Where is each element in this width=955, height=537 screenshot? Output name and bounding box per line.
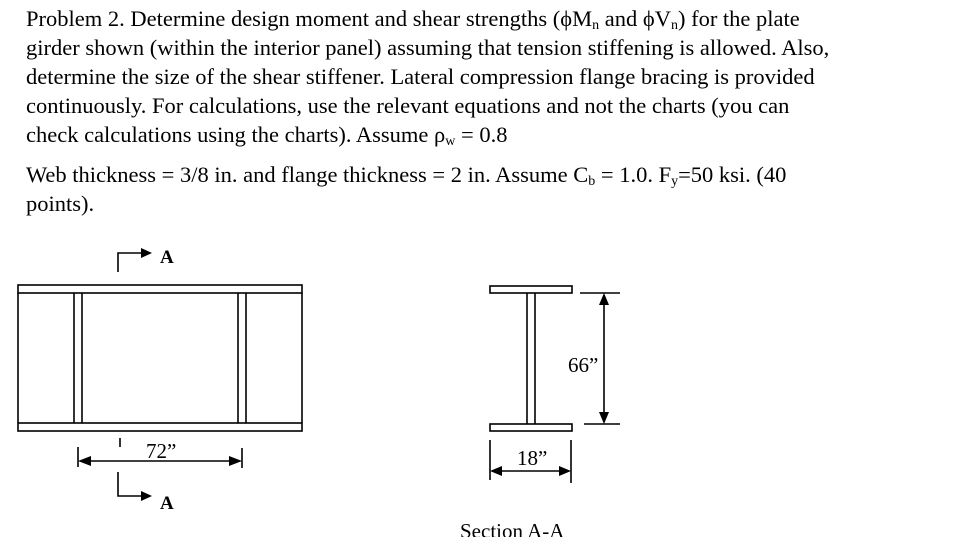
text-run: points). — [26, 191, 95, 216]
text-run: Problem 2. Determine design moment and shear strengths (ϕM — [26, 6, 593, 31]
text-run: ) for the plate — [677, 6, 800, 31]
arrow-up-icon — [599, 293, 609, 305]
arrow-left-icon — [78, 456, 91, 466]
subscript: y — [671, 174, 679, 189]
section-top-flange — [490, 286, 572, 293]
subscript: n — [670, 18, 678, 33]
panel-width-label: 72” — [146, 439, 177, 463]
subscript: b — [588, 174, 596, 189]
text-run: girder shown (within the interior panel) assuming that tension stiffening is allowed. Also, — [26, 35, 830, 60]
arrow-down-icon — [599, 412, 609, 424]
flange-width-label: 18” — [517, 446, 548, 470]
arrow-right-icon — [229, 456, 242, 466]
section-cut-top — [118, 253, 143, 272]
section-arrow-bottom-icon — [141, 491, 152, 501]
text-run: check calculations using the charts). Assume ρ — [26, 122, 446, 147]
section-arrow-top-icon — [141, 248, 152, 258]
arrow-left-icon — [490, 466, 502, 476]
section-bottom-flange — [490, 424, 572, 431]
right-stiffener — [238, 293, 246, 423]
arrow-right-icon — [559, 466, 571, 476]
web-depth-label: 66” — [568, 353, 599, 377]
text-run: = 0.8 — [455, 122, 508, 147]
text-run: =50 ksi. (40 — [678, 162, 787, 187]
section-mark-bottom: A — [160, 493, 174, 514]
section-caption: Section A-A — [460, 519, 565, 537]
text-run: and ϕV — [599, 6, 671, 31]
top-flange — [18, 285, 302, 293]
subscript: n — [592, 18, 600, 33]
text-run: determine the size of the shear stiffener. Lateral compression flange bracing is provided — [26, 64, 815, 89]
text-run: Web thickness = 3/8 in. and flange thickness = 2 in. Assume C — [26, 162, 589, 187]
left-stiffener — [74, 293, 82, 423]
text-run: continuously. For calculations, use the relevant equations and not the charts (you can — [26, 93, 790, 118]
text-run: = 1.0. F — [595, 162, 672, 187]
bottom-flange — [18, 423, 302, 431]
section-mark-top: A — [160, 247, 174, 268]
subscript: w — [445, 134, 456, 149]
section-cut-bottom — [118, 472, 143, 496]
